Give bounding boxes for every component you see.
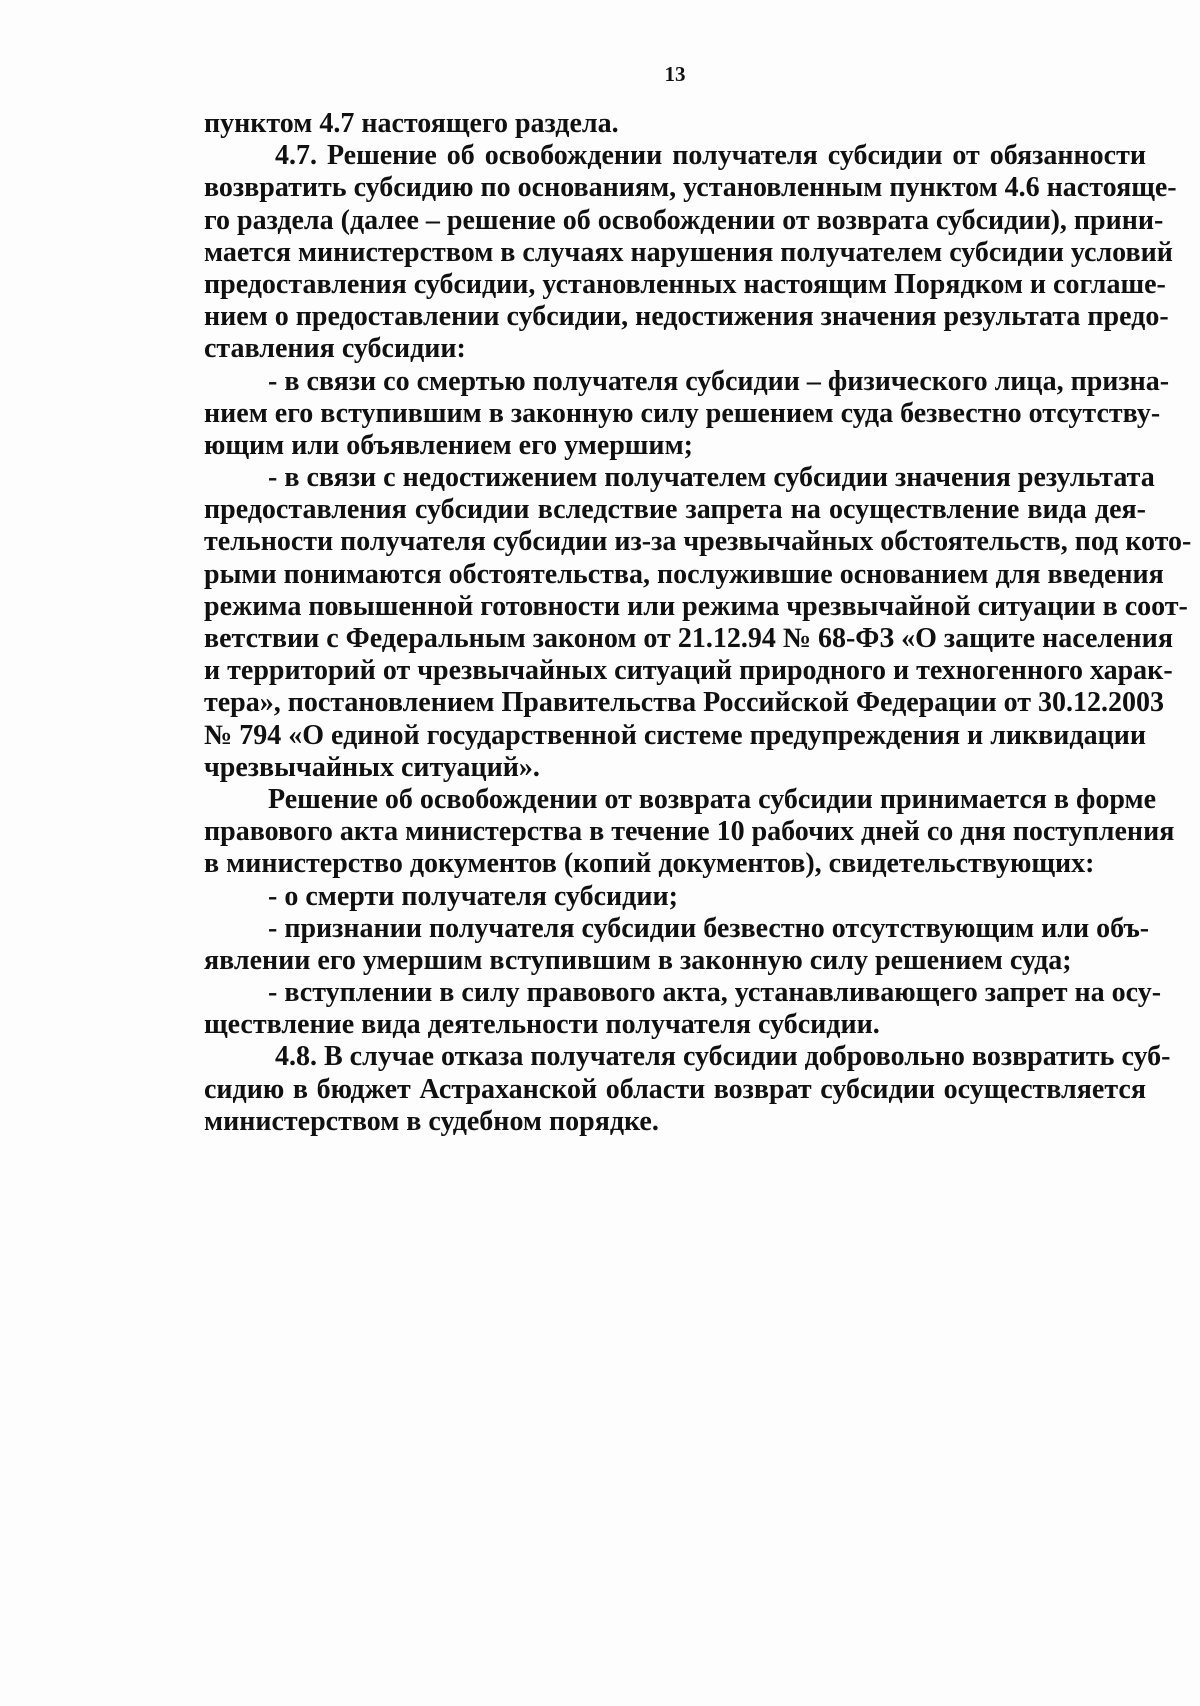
text-line: 4.8. В случае отказа получателя субсидии добровольно возвратить суб-: [275, 1041, 1171, 1073]
text-line: нием о предоставлении субсидии, недостижения значения результата предо-: [204, 301, 1169, 333]
text-line: министерством в судебном порядке.: [204, 1105, 659, 1137]
text-line: тера», постановлением Правительства Российской Федерации от 30.12.2003: [204, 687, 1165, 719]
text-line: - о смерти получателя субсидии;: [268, 880, 678, 912]
text-line: возвратить субсидию по основаниям, установленным пунктом 4.6 настояще-: [204, 172, 1177, 204]
text-line: - признании получателя субсидии безвестно отсутствующим или объ-: [268, 912, 1150, 944]
text-line: го раздела (далее – решение об освобождении от возврата субсидии), прини-: [204, 204, 1164, 236]
text-line: 4.7. Решение об освобождении получателя субсидии от обязанности: [275, 140, 1146, 172]
text-line: тельности получателя субсидии из-за чрезвычайных обстоятельств, под кото-: [204, 526, 1192, 558]
page-number: 13: [664, 62, 686, 86]
text-line: явлении его умершим вступившим в законную силу решением суда;: [204, 944, 1072, 976]
text-line: ветствии с Федеральным законом от 21.12.94 № 68-ФЗ «О защите населения: [204, 623, 1173, 654]
text-line: предоставления субсидии вследствие запрета на осуществление вида дея-: [204, 494, 1146, 526]
text-line: № 794 «О единой государственной системе предупреждения и ликвидации: [204, 719, 1146, 751]
text-line: правового акта министерства в течение 10 рабочих дней со дня поступления: [204, 816, 1175, 848]
text-line: ющим или объявлением его умершим;: [204, 429, 693, 461]
text-line: - в связи со смертью получателя субсидии – физического лица, призна-: [268, 365, 1170, 397]
text-line: и территорий от чрезвычайных ситуаций природного и техногенного харак-: [204, 655, 1173, 687]
text-line: предоставления субсидии, установленных настоящим Порядком и соглаше-: [204, 268, 1166, 300]
text-line: в министерство документов (копий документов), свидетельствующих:: [204, 848, 1095, 880]
text-line: Решение об освобождении от возврата субсидии принимается в форме: [268, 783, 1157, 815]
text-line: нием его вступившим в законную силу решением суда безвестно отсутству-: [204, 397, 1161, 429]
text-line: пунктом 4.7 настоящего раздела.: [204, 108, 619, 139]
document-body: [204, 108, 1192, 1138]
text-line: режима повышенной готовности или режима чрезвычайной ситуации в соот-: [204, 590, 1188, 622]
text-line: ществление вида деятельности получателя субсидии.: [204, 1009, 880, 1041]
text-line: мается министерством в случаях нарушения получателем субсидии условий: [204, 236, 1173, 268]
text-line: ставления субсидии:: [204, 333, 466, 365]
text-line: - вступлении в силу правового акта, устанавливающего запрет на осу-: [268, 977, 1162, 1009]
text-line: - в связи с недостижением получателем субсидии значения результата: [268, 462, 1155, 494]
text-line: чрезвычайных ситуаций».: [204, 751, 540, 783]
text-line: сидию в бюджет Астраханской области возврат субсидии осуществляется: [204, 1073, 1146, 1105]
text-line: рыми понимаются обстоятельства, послужившие основанием для введения: [204, 558, 1164, 590]
